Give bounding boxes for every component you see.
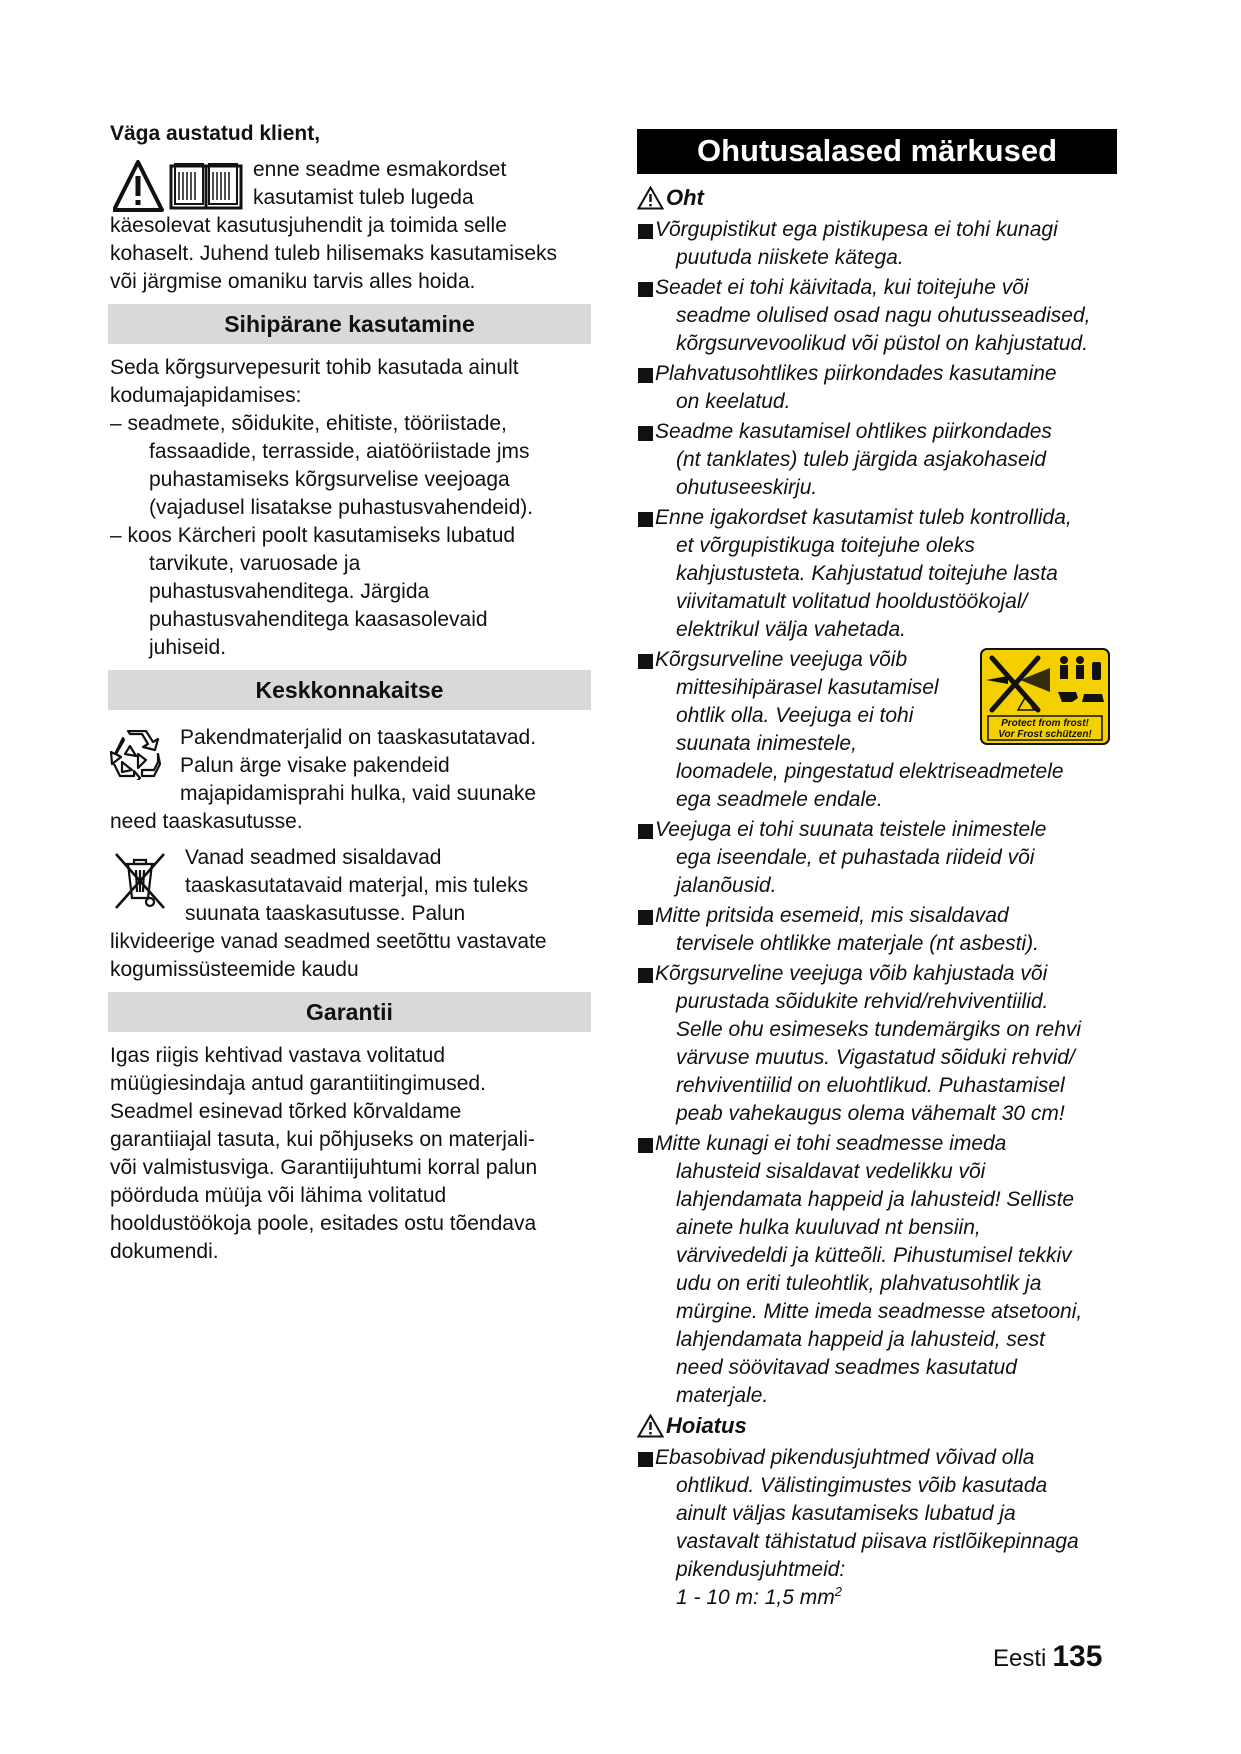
text-line: puhastusvahenditega kaasasolevaid <box>149 608 488 631</box>
text-line: puhastusvahenditega. Järgida <box>149 580 430 603</box>
text-line: Seadme kasutamisel ohtlikes piirkondades <box>655 420 1052 443</box>
safety-item <box>637 216 1117 272</box>
text-line: likvideerige vanad seadmed seetõttu vastavate <box>110 930 547 953</box>
cable-spec-sup: 2 <box>834 1584 842 1599</box>
text-line: jalanõusid. <box>676 874 777 897</box>
bullet-square-icon <box>638 512 653 527</box>
text-line: kodumajapidamises: <box>110 384 302 407</box>
bullet-square-icon <box>638 1138 653 1153</box>
text-line: pikendusjuhtmeid: <box>676 1558 846 1581</box>
text-line: ainete hulka kuuluvad nt bensiin, <box>676 1216 981 1239</box>
text-line: – koos Kärcheri poolt kasutamiseks lubatud <box>110 524 516 547</box>
text-line: lahusteid sisaldavat vedelikku või <box>676 1160 986 1183</box>
text-line: Palun ärge visake pakendeid <box>180 754 450 777</box>
text-line: tarvikute, varuosade ja <box>149 552 361 575</box>
intended-use-item <box>110 522 588 662</box>
text-line: Seadmel esinevad tõrked kõrvaldame <box>110 1100 462 1123</box>
safety-item <box>637 816 1117 900</box>
text-line: taaskasutatavaid materjal, mis tuleks <box>185 874 529 897</box>
text-line: need taaskasutusse. <box>110 810 303 833</box>
text-line: Selle ohu esimeseks tundemärgiks on rehvi <box>676 1018 1082 1041</box>
bullet-square-icon <box>638 1452 653 1467</box>
right-column <box>637 129 1117 1614</box>
intro-line: enne seadme esmakordset <box>253 158 507 181</box>
text-line: kogumissüsteemide kaudu <box>110 958 359 981</box>
safety-item <box>637 1130 1117 1410</box>
intro-icons <box>113 160 245 214</box>
text-line: dokumendi. <box>110 1240 219 1263</box>
safety-item <box>637 418 1117 502</box>
footer-language: Eesti <box>993 1645 1047 1672</box>
text-line: värvuse muutus. Vigastatud sõiduki rehvid/ <box>676 1046 1075 1069</box>
text-line: suunata inimestele, <box>676 732 857 755</box>
intro-line: käesolevat kasutusjuhendit ja toimida selle <box>110 214 507 237</box>
text-line: pöörduda müüja või lähima volitatud <box>110 1184 447 1207</box>
bullet-square-icon <box>638 426 653 441</box>
intro-line: kohaselt. Juhend tuleb hilisemaks kasutamiseks <box>110 242 558 265</box>
text-line: Kõrgsurveline veejuga võib kahjustada või <box>655 962 1048 985</box>
warranty-text <box>110 1042 588 1266</box>
text-line: Mitte pritsida esemeid, mis sisaldavad <box>655 904 1009 927</box>
safety-item <box>637 960 1117 1128</box>
bullet-square-icon <box>638 224 653 239</box>
page-footer <box>993 1640 1102 1674</box>
safety-item <box>637 504 1117 644</box>
text-line: lahjendamata happeid ja lahusteid! Selliste <box>676 1188 1075 1211</box>
text-line: Enne igakordset kasutamist tuleb kontrollida, <box>655 506 1072 529</box>
text-line: elektrikul välja vahetada. <box>676 618 906 641</box>
packaging-block <box>110 724 588 836</box>
safety-item <box>637 1444 1117 1612</box>
text-line: Seda kõrgsurvepesurit tohib kasutada ainult <box>110 356 519 379</box>
text-line: purustada sõidukite rehvid/rehviventiilid. <box>676 990 1049 1013</box>
text-line: viivitamatult volitatud hooldustöökojal/ <box>676 590 1028 613</box>
bullet-square-icon <box>638 968 653 983</box>
bullet-square-icon <box>638 368 653 383</box>
safety-item <box>637 902 1117 958</box>
text-line: rehviventiilid on eluohtlikud. Puhastamisel <box>676 1074 1065 1097</box>
text-line: ainult väljas kasutamiseks lubatud ja <box>676 1502 1016 1525</box>
text-line: fassaadide, terrasside, aiatööriistade jms <box>149 440 530 463</box>
text-line: tervisele ohtlikke materjale (nt asbesti). <box>676 932 1039 955</box>
text-line: materjale. <box>676 1384 769 1407</box>
text-line: et võrgupistikuga toitejuhe oleks <box>676 534 975 557</box>
text-line: Veejuga ei tohi suunata teistele inimestele <box>655 818 1047 841</box>
page-number: 135 <box>1052 1640 1103 1673</box>
intended-use-text <box>110 354 588 410</box>
safety-item <box>637 360 1117 416</box>
text-line: müügiesindaja antud garantiitingimused. <box>110 1072 486 1095</box>
text-line: Kõrgsurveline veejuga võib <box>655 648 908 671</box>
bullet-square-icon <box>638 654 653 669</box>
sticker-text-line: Protect from frost! <box>1001 718 1089 729</box>
bullet-square-icon <box>638 910 653 925</box>
text-line: peab vahekaugus olema vähemalt 30 cm! <box>676 1102 1065 1125</box>
intro-block <box>110 156 588 296</box>
text-line: ega iseendale, et puhastada riideid või <box>676 846 1035 869</box>
text-line: udu on eriti tuleohtlik, plahvatusohtlik ja <box>676 1272 1042 1295</box>
text-line: garantiiajal tasuta, kui põhjuseks on materjali- <box>110 1128 535 1151</box>
intro-line: kasutamist tuleb lugeda <box>253 186 474 209</box>
text-line: ega seadmele endale. <box>676 788 883 811</box>
old-devices-block <box>110 844 588 984</box>
text-line: ohtlik olla. Veejuga ei tohi <box>676 704 914 727</box>
manual-book-icon <box>171 164 241 208</box>
text-line: on keelatud. <box>676 390 791 413</box>
text-line: ohutuseeskirju. <box>676 476 818 499</box>
pressure-jet-warning-sticker <box>980 648 1110 745</box>
text-line: need söövitavad seadmes kasutatud <box>676 1356 1017 1379</box>
text-line: Plahvatusohtlikes piirkondades kasutamine <box>655 362 1057 385</box>
warning-triangle-icon <box>637 1414 664 1438</box>
text-line: – seadmete, sõidukite, ehitiste, tööriistade, <box>110 412 507 435</box>
text-line: värvivedeldi ja kütteõli. Pihustumisel tekkiv <box>676 1244 1072 1267</box>
warning-triangle-icon <box>114 162 162 210</box>
text-line: Ebasobivad pikendusjuhtmed võivad olla <box>655 1446 1035 1469</box>
text-line: majapidamisprahi hulka, vaid suunake <box>180 782 537 805</box>
section-heading-intended-use: Sihipärane kasutamine <box>108 304 591 344</box>
text-line: kahjustusteta. Kahjustatud toitejuhe lasta <box>676 562 1058 585</box>
bullet-square-icon <box>638 282 653 297</box>
text-line: hooldustöökoja poole, esitades ostu tõendava <box>110 1212 537 1235</box>
text-line: Seadet ei tohi käivitada, kui toitejuhe või <box>655 276 1029 299</box>
text-line: mürgine. Mitte imeda seadmesse atsetooni, <box>676 1300 1083 1323</box>
crossed-bin-icon <box>112 850 168 912</box>
safety-item <box>637 274 1117 358</box>
caution-heading <box>637 1412 1117 1440</box>
text-line: loomadele, pingestatud elektriseadmetele <box>676 760 1064 783</box>
text-line: mittesihipärasel kasutamisel <box>676 676 939 699</box>
text-line: (vajadusel lisatakse puhastusvahendeid). <box>149 496 534 519</box>
sticker-text-line: Vor Frost schützen! <box>998 729 1092 740</box>
recycle-icon <box>110 730 162 780</box>
cable-spec-text: 1 - 10 m: 1,5 mm <box>676 1586 835 1609</box>
cable-spec <box>676 1584 1117 1612</box>
text-line: puhastamiseks kõrgsurvelise veejoaga <box>149 468 510 491</box>
text-line: puutuda niiskete kätega. <box>676 246 904 269</box>
text-line: ohtlikud. Välistingimustes võib kasutada <box>676 1474 1048 1497</box>
text-line: Mitte kunagi ei tohi seadmesse imeda <box>655 1132 1007 1155</box>
section-heading-warranty: Garantii <box>108 992 591 1032</box>
danger-list <box>637 216 1117 644</box>
left-column <box>110 120 588 1266</box>
text-line: juhiseid. <box>149 636 227 659</box>
text-line: seadme olulised osad nagu ohutusseadised, <box>676 304 1091 327</box>
warning-triangle-icon <box>637 186 664 210</box>
intro-line: või järgmise omaniku tarvis alles hoida. <box>110 270 476 293</box>
text-line: Pakendmaterjalid on taaskasutatavad. <box>180 726 537 749</box>
text-line: Igas riigis kehtivad vastava volitatud <box>110 1044 446 1067</box>
safety-item <box>637 646 1117 814</box>
danger-list <box>637 816 1117 1410</box>
text-line: või valmistusviga. Garantiijuhtumi korral palun <box>110 1156 538 1179</box>
danger-label: Oht <box>666 185 704 210</box>
section-heading-environment: Keskkonnakaitse <box>108 670 591 710</box>
intended-use-item <box>110 410 588 522</box>
danger-heading <box>637 184 1117 212</box>
text-line: kõrgsurvevoolikud või püstol on kahjustatud. <box>676 332 1089 355</box>
safety-title: Ohutusalased märkused <box>637 129 1117 174</box>
greeting: Väga austatud klient, <box>110 122 321 145</box>
text-line: suunata taaskasutusse. Palun <box>185 902 466 925</box>
caution-label: Hoiatus <box>666 1413 747 1438</box>
text-line: (nt tanklates) tuleb järgida asjakohaseid <box>676 448 1047 471</box>
text-line: lahjendamata happeid ja lahusteid, sest <box>676 1328 1045 1351</box>
text-line: vastavalt tähistatud piisava ristlõikepinnaga <box>676 1530 1079 1553</box>
text-line: Võrgupistikut ega pistikupesa ei tohi kunagi <box>655 218 1058 241</box>
bullet-square-icon <box>638 824 653 839</box>
text-line: Vanad seadmed sisaldavad <box>185 846 442 869</box>
